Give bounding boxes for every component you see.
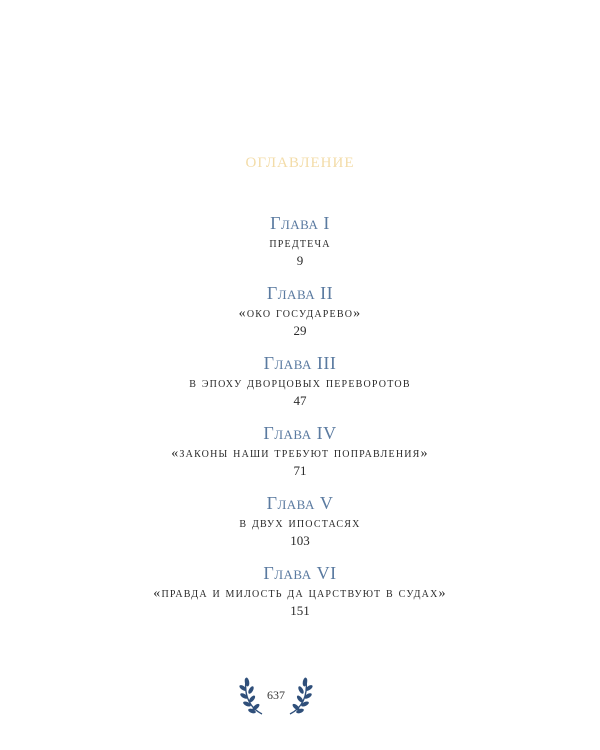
- chapter-entry: [0, 212, 600, 282]
- chapter-entry: [0, 492, 600, 562]
- chapter-label: Глава III: [263, 353, 337, 373]
- chapter-entry: [0, 422, 600, 492]
- page-number: 637: [267, 688, 285, 702]
- chapter-page-number: 29: [293, 323, 307, 338]
- chapter-page-number: 47: [293, 393, 307, 408]
- chapter-page-number: 71: [293, 463, 307, 478]
- chapter-title: в эпоху дворцовых переворотов: [189, 376, 411, 391]
- chapter-entry: [0, 282, 600, 352]
- toc-list: [0, 212, 600, 632]
- chapter-title: в двух ипостасях: [239, 516, 361, 531]
- chapter-title: «око государево»: [238, 306, 362, 321]
- chapter-page-number: 9: [296, 253, 304, 268]
- toc-title: оглавление: [245, 147, 355, 172]
- chapter-label: Глава V: [266, 493, 334, 513]
- chapter-title: «законы наши требуют поправления»: [171, 446, 429, 461]
- chapter-page-number: 151: [290, 603, 310, 618]
- chapter-page-number: 103: [290, 533, 310, 548]
- chapter-title: «правда и милость да царствуют в судах»: [153, 586, 447, 601]
- chapter-entry: [0, 562, 600, 632]
- chapter-label: Глава I: [270, 213, 330, 233]
- chapter-label: Глава IV: [263, 423, 337, 443]
- chapter-title: предтеча: [269, 236, 331, 251]
- chapter-label: Глава VI: [263, 563, 337, 583]
- chapter-entry: [0, 352, 600, 422]
- page-footer: [236, 670, 316, 718]
- chapter-label: Глава II: [266, 283, 334, 303]
